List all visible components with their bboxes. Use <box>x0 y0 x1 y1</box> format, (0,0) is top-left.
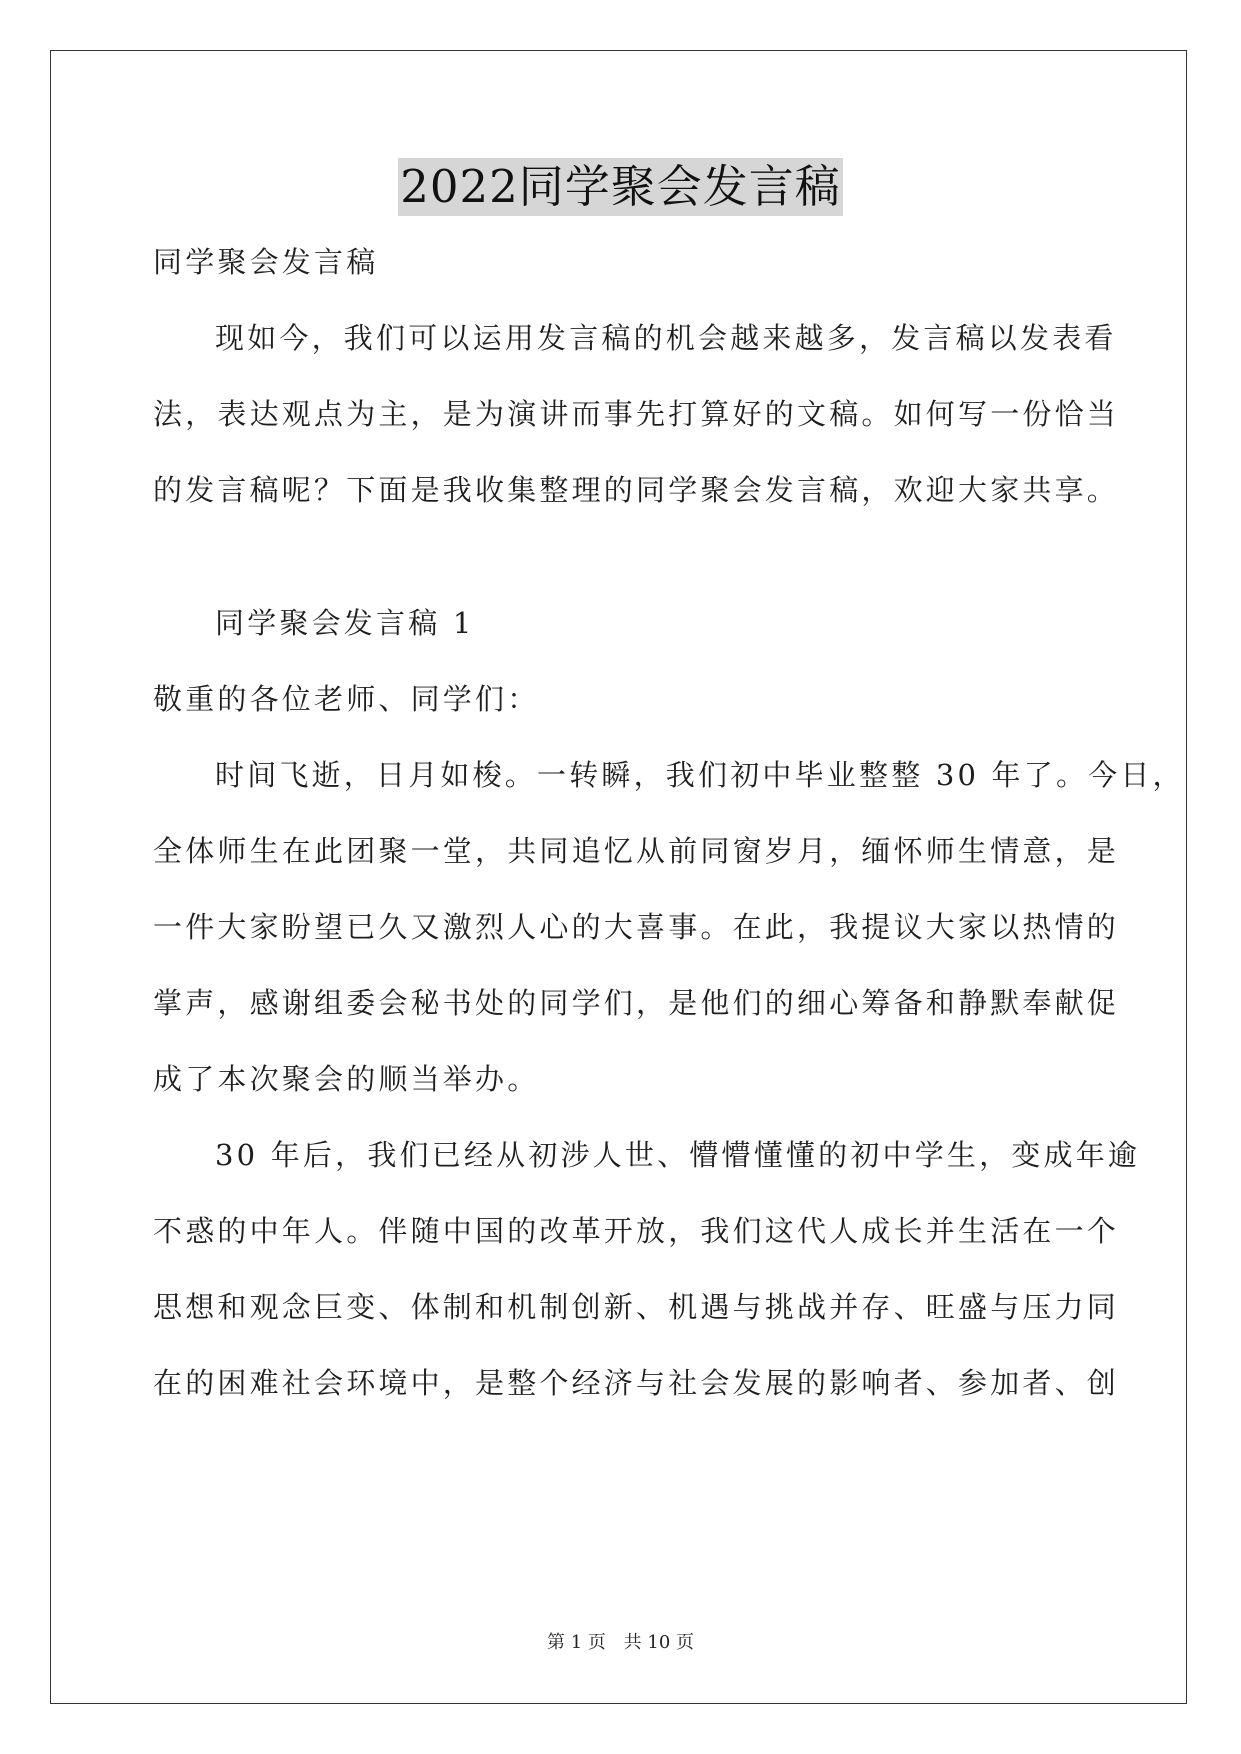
paragraph-line: 30 年后，我们已经从初涉人世、懵懵懂懂的初中学生，变成年逾 <box>215 1138 1141 1172</box>
page-footer <box>0 1628 1241 1654</box>
page-number: 第 1 页 <box>547 1632 606 1653</box>
paragraph-line: 掌声，感谢组委会秘书处的同学们，是他们的细心筹备和静默奉献促 <box>153 986 1120 1020</box>
paragraph-line: 一件大家盼望已久又激烈人心的大喜事。在此，我提议大家以热情的 <box>153 910 1120 944</box>
title-container <box>0 158 1241 216</box>
page-border <box>50 50 1187 1704</box>
paragraph-line: 思想和观念巨变、体制和机制创新、机遇与挑战并存、旺盛与压力同 <box>153 1290 1120 1324</box>
document-title: 2022同学聚会发言稿 <box>398 158 843 216</box>
paragraph-line: 法，表达观点为主，是为演讲而事先打算好的文稿。如何写一份恰当 <box>153 397 1120 431</box>
page-total: 共 10 页 <box>623 1632 694 1653</box>
salutation: 敬重的各位老师、同学们： <box>153 682 540 716</box>
section-heading: 同学聚会发言稿 1 <box>215 606 475 640</box>
paragraph-line: 现如今，我们可以运用发言稿的机会越来越多，发言稿以发表看 <box>215 321 1117 355</box>
paragraph-line: 的发言稿呢？下面是我收集整理的同学聚会发言稿，欢迎大家共享。 <box>153 473 1120 507</box>
paragraph-line: 不惑的中年人。伴随中国的改革开放，我们这代人成长并生活在一个 <box>153 1214 1120 1248</box>
paragraph-line: 时间飞逝，日月如梭。一转瞬，我们初中毕业整整 30 年了。今日， <box>215 758 1185 792</box>
paragraph-line: 全体师生在此团聚一堂，共同追忆从前同窗岁月，缅怀师生情意，是 <box>153 834 1120 868</box>
intro-heading: 同学聚会发言稿 <box>153 245 379 279</box>
paragraph-line: 在的困难社会环境中，是整个经济与社会发展的影响者、参加者、创 <box>153 1366 1120 1400</box>
paragraph-line: 成了本次聚会的顺当举办。 <box>153 1062 540 1096</box>
